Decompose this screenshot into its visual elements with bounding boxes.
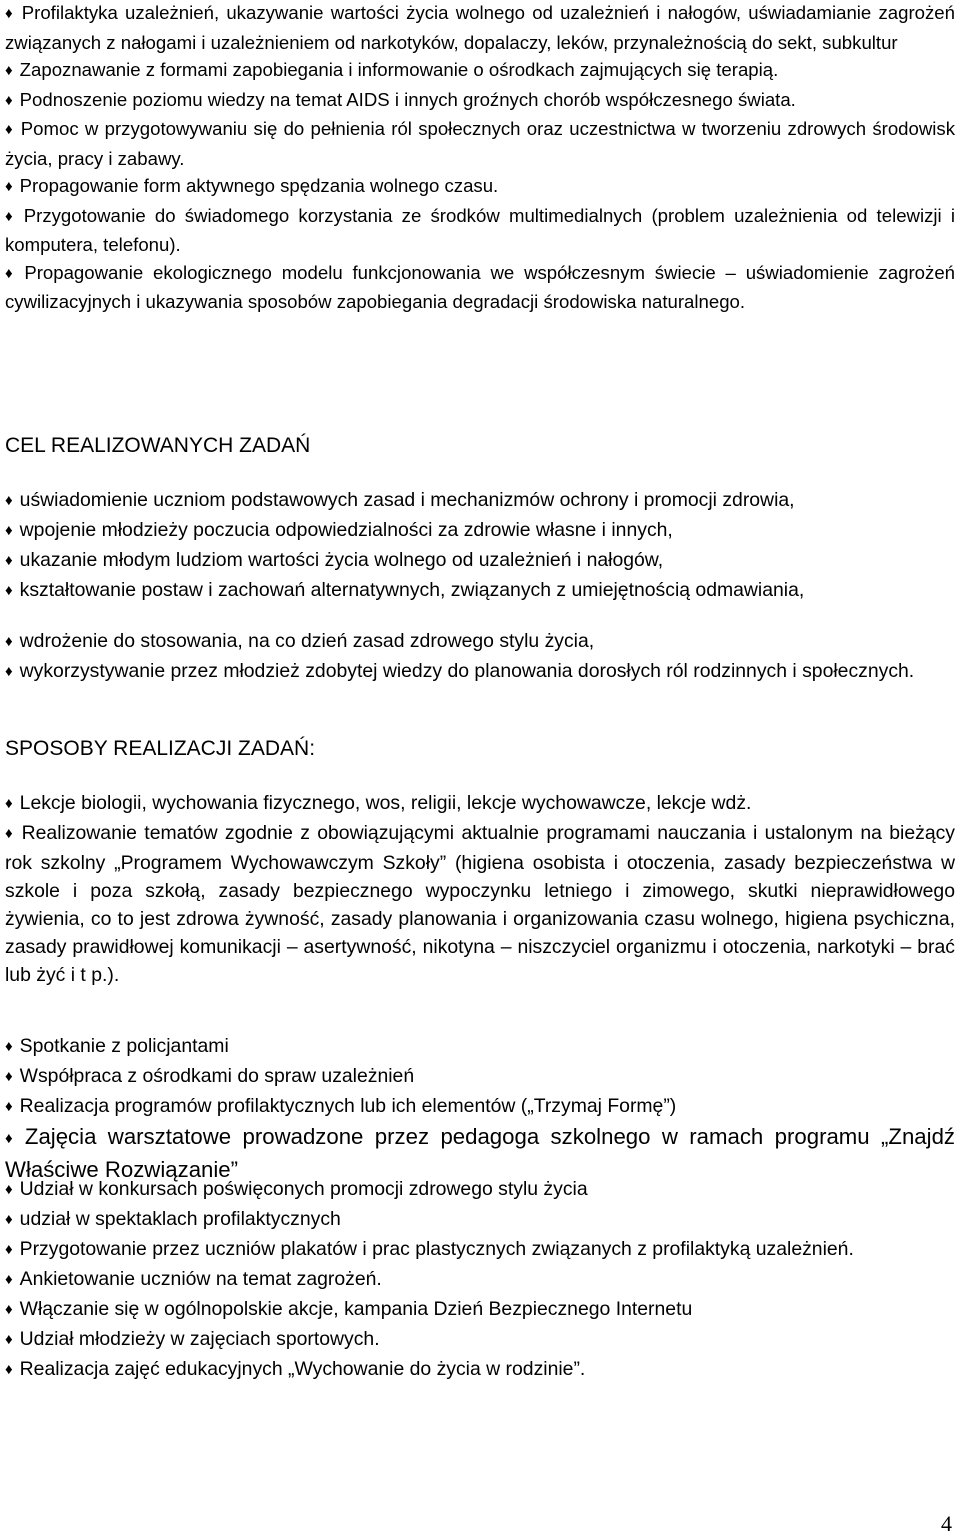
list-item: ♦ udział w spektaklach profilaktycznych [5, 1208, 341, 1230]
list-item: ♦ Propagowanie ekologicznego modelu funkcjonowania we współczesnym świecie – uświadomienie zagrożeń cywilizacyjnych i ukazywania sposobów zapobiegania degradacji środowiska naturalnego. [5, 261, 956, 312]
diamond-bullet-icon: ♦ [5, 264, 18, 282]
list-item: ♦ kształtowanie postaw i zachowań alternatywnych, związanych z umiejętnością odmawiania, [5, 579, 805, 601]
diamond-bullet-icon: ♦ [5, 1068, 13, 1085]
list-item: ♦ Realizacja zajęć edukacyjnych „Wychowanie do życia w rodzinie”. [5, 1358, 586, 1380]
diamond-bullet-icon: ♦ [5, 663, 13, 680]
methods-list [5, 789, 955, 989]
list-item: ♦ Przygotowanie przez uczniów plakatów i prac plastycznych związanych z profilaktyką uzależnień. [5, 1238, 854, 1260]
goals-list-continued [5, 627, 955, 687]
diamond-bullet-icon: ♦ [5, 1301, 13, 1318]
diamond-bullet-icon: ♦ [5, 91, 13, 109]
list-item: ♦ Realizowanie tematów zgodnie z obowiązującymi aktualnie programami nauczania i ustalonym na bieżący rok szkolny „Programem Wychowawczym Szkoły” (higiena osobista i otoczenia, zasady bezpieczeństwa w szkole i poza szkołą, zasady bezpiecznego wypoczynku letniego i zimowego, skutki nieprawidłowego żywienia, co to jest zdrowa żywność, zasady planowania i organizowania czasu wolnego, higiena psychiczna, zasady prawidłowej komunikacji – asertywność, nikotyna – niszczyciel organizmu i otoczenia, narkotyki – brać lub żyć i t p.). [5, 822, 956, 986]
list-item: ♦ Profilaktyka uzależnień, ukazywanie wartości życia wolnego od uzależnień i nałogów, uświadamianie zagrożeń związanych z nałogami i uzależnieniem od narkotyków, dopalaczy, leków, przynależnością do sekt, subkultur [5, 2, 955, 53]
list-item: ♦ Zajęcia warsztatowe prowadzone przez pedagoga szkolnego w ramach programu „Znajdź Właściwe Rozwiązanie” [5, 1124, 955, 1182]
list-item: ♦ Lekcje biologii, wychowania fizycznego, wos, religii, lekcje wychowawcze, lekcje wdż. [5, 792, 752, 814]
diamond-bullet-icon: ♦ [5, 795, 13, 812]
diamond-bullet-icon: ♦ [5, 5, 15, 22]
list-item: ♦ Włączanie się w ogólnopolskie akcje, kampania Dzień Bezpiecznego Internetu [5, 1298, 693, 1320]
diamond-bullet-icon: ♦ [5, 1331, 13, 1348]
activities-list [5, 1032, 955, 1185]
list-item: ♦ wdrożenie do stosowania, na co dzień zasad zdrowego stylu życia, [5, 630, 595, 652]
list-item: ♦ Podnoszenie poziomu wiedzy na temat AIDS i innych groźnych chorób współczesnego świata. [5, 88, 796, 110]
list-item: ♦ wpojenie młodzieży poczucia odpowiedzialności za zdrowie własne i innych, [5, 519, 673, 541]
diamond-bullet-icon: ♦ [5, 552, 13, 569]
section-heading-sposoby: SPOSOBY REALIZACJI ZADAŃ: [5, 737, 316, 760]
diamond-bullet-icon: ♦ [5, 1130, 18, 1147]
list-item: ♦ Spotkanie z policjantami [5, 1035, 229, 1057]
diamond-bullet-icon: ♦ [5, 492, 13, 509]
diamond-bullet-icon: ♦ [5, 1361, 13, 1378]
diamond-bullet-icon: ♦ [5, 825, 15, 842]
diamond-bullet-icon: ♦ [5, 1241, 13, 1258]
list-item: ♦ Pomoc w przygotowywaniu się do pełnienia ról społecznych oraz uczestnictwa w tworzeniu zdrowych środowisk życia, pracy i zabawy. [5, 118, 956, 169]
diamond-bullet-icon: ♦ [5, 633, 13, 650]
diamond-bullet-icon: ♦ [5, 1211, 13, 1228]
diamond-bullet-icon: ♦ [5, 62, 13, 79]
intro-list [5, 0, 955, 316]
list-item: ♦ uświadomienie uczniom podstawowych zasad i mechanizmów ochrony i promocji zdrowia, [5, 489, 795, 511]
list-item: ♦ Przygotowanie do świadomego korzystania ze środków multimedialnych (problem uzależnienia od telewizji i komputera, telefonu). [5, 204, 956, 255]
list-item: ♦ Współpraca z ośrodkami do spraw uzależnień [5, 1065, 415, 1087]
section-heading-cel: CEL REALIZOWANYCH ZADAŃ [5, 434, 311, 457]
diamond-bullet-icon: ♦ [5, 1098, 13, 1115]
activities-list-continued [5, 1175, 955, 1385]
diamond-bullet-icon: ♦ [5, 582, 13, 599]
goals-list [5, 486, 955, 606]
list-item: ♦ wykorzystywanie przez młodzież zdobytej wiedzy do planowania dorosłych ról rodzinnych i społecznych. [5, 660, 915, 682]
list-item: ♦ Udział w konkursach poświęconych promocji zdrowego stylu życia [5, 1178, 588, 1200]
list-item: ♦ Ankietowanie uczniów na temat zagrożeń. [5, 1268, 382, 1290]
diamond-bullet-icon: ♦ [5, 121, 14, 138]
diamond-bullet-icon: ♦ [5, 1271, 13, 1288]
list-item: ♦ Udział młodzieży w zajęciach sportowych. [5, 1328, 380, 1350]
page-number: 4 [941, 1511, 952, 1536]
list-item: ♦ Propagowanie form aktywnego spędzania wolnego czasu. [5, 175, 499, 196]
diamond-bullet-icon: ♦ [5, 207, 17, 225]
list-item: ♦ Zapoznawanie z formami zapobiegania i informowanie o ośrodkach zajmujących się terapią. [5, 59, 779, 80]
list-item: ♦ ukazanie młodym ludziom wartości życia wolnego od uzależnień i nałogów, [5, 549, 664, 571]
diamond-bullet-icon: ♦ [5, 1038, 13, 1055]
diamond-bullet-icon: ♦ [5, 522, 13, 539]
list-item: ♦ Realizacja programów profilaktycznych lub ich elementów („Trzymaj Formę”) [5, 1095, 677, 1117]
diamond-bullet-icon: ♦ [5, 1181, 13, 1198]
diamond-bullet-icon: ♦ [5, 178, 13, 195]
